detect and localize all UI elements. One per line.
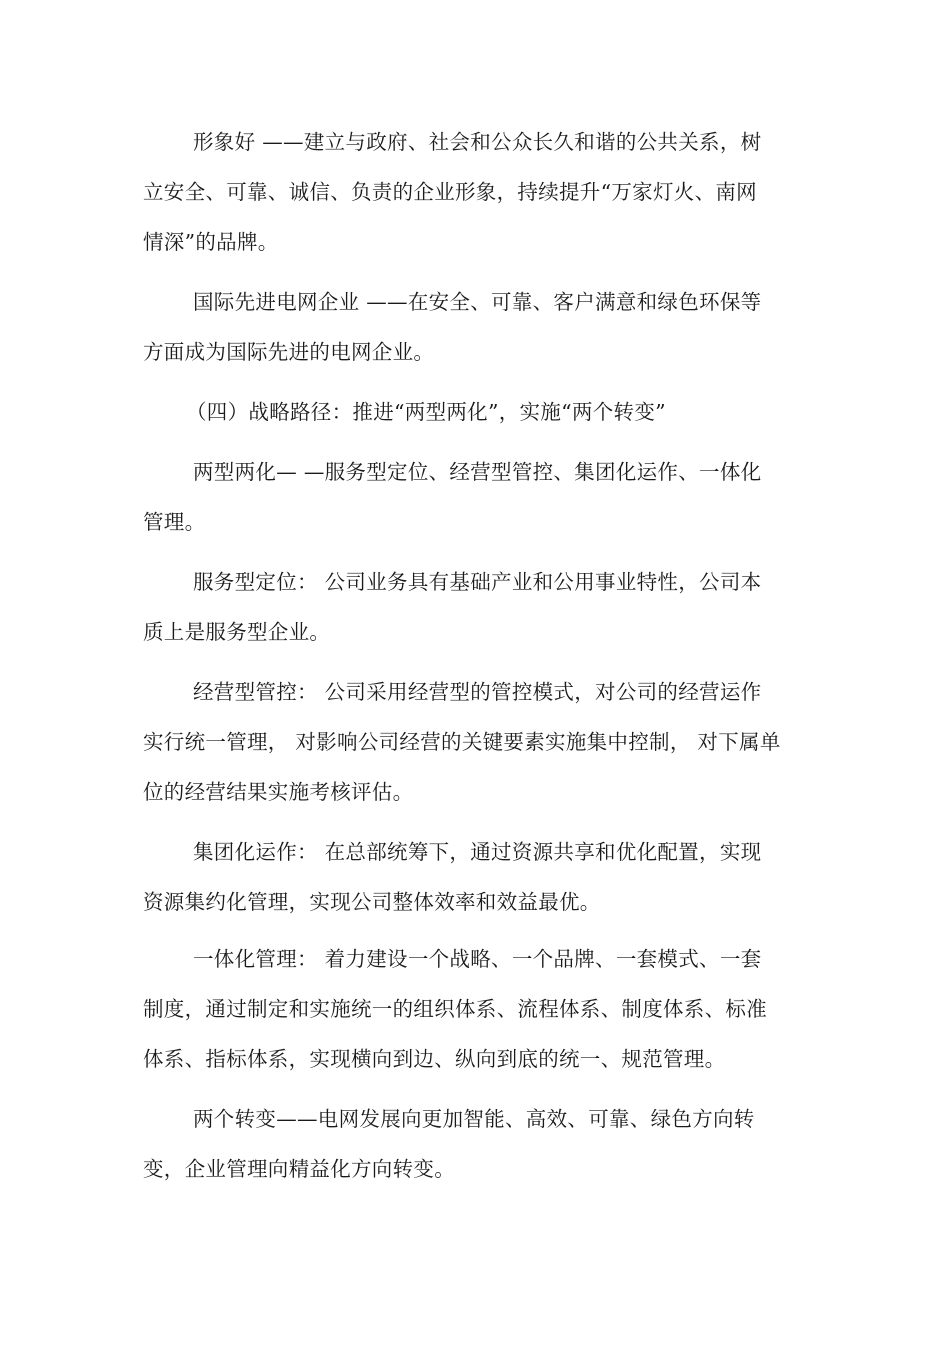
text-line: 管理。 bbox=[143, 510, 206, 534]
text-line: 资源集约化管理，实现公司整体效率和效益最优。 bbox=[143, 890, 601, 914]
text-line: 制度，通过制定和实施统一的组织体系、流程体系、制度体系、标准 bbox=[143, 997, 767, 1021]
text-line: 质上是服务型企业。 bbox=[143, 620, 331, 644]
text-line: 方面成为国际先进的电网企业。 bbox=[143, 340, 435, 364]
text-line: 集团化运作： 在总部统筹下，通过资源共享和优化配置，实现 bbox=[193, 840, 762, 864]
text-line: 体系、指标体系，实现横向到边、纵向到底的统一、规范管理。 bbox=[143, 1047, 726, 1071]
text-line: 位的经营结果实施考核评估。 bbox=[143, 780, 414, 804]
text-line: 立安全、可靠、诚信、负责的企业形象，持续提升“万家灯火、南网 bbox=[143, 180, 757, 204]
text-line: 国际先进电网企业 ——在安全、可靠、客户满意和绿色环保等 bbox=[193, 290, 762, 314]
text-line: 经营型管控： 公司采用经营型的管控模式，对公司的经营运作 bbox=[193, 680, 762, 704]
text-line: 服务型定位： 公司业务具有基础产业和公用事业特性，公司本 bbox=[193, 570, 762, 594]
text-line: 形象好 ——建立与政府、社会和公众长久和谐的公共关系，树 bbox=[193, 130, 762, 154]
text-line: 两个转变——电网发展向更加智能、高效、可靠、绿色方向转 bbox=[193, 1107, 755, 1131]
text-line: 一体化管理： 着力建设一个战略、一个品牌、一套模式、一套 bbox=[193, 947, 762, 971]
text-line: 变，企业管理向精益化方向转变。 bbox=[143, 1157, 455, 1181]
text-line: 实行统一管理， 对影响公司经营的关键要素实施集中控制， 对下属单 bbox=[143, 730, 781, 754]
text-line: （四）战略路径：推进“两型两化”，实施“两个转变” bbox=[186, 400, 666, 424]
text-line: 两型两化— —服务型定位、经营型管控、集团化运作、一体化 bbox=[193, 460, 762, 484]
text-line: 情深”的品牌。 bbox=[143, 230, 279, 254]
